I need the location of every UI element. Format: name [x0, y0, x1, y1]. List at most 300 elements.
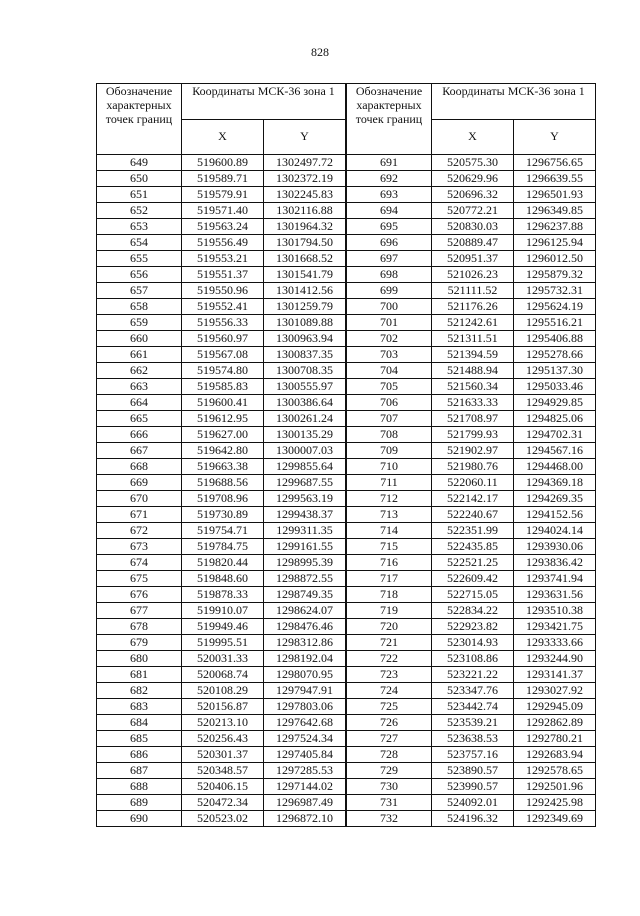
table-row [347, 299, 596, 315]
y-coordinate-cell: 1300837.35 [264, 347, 346, 363]
x-coordinate-cell: 523221.22 [432, 667, 514, 683]
table-row [97, 699, 346, 715]
table-row [347, 795, 596, 811]
point-id-cell: 703 [347, 347, 432, 363]
point-id-cell: 731 [347, 795, 432, 811]
y-coordinate-cell: 1292683.94 [514, 747, 596, 763]
point-id-cell: 717 [347, 571, 432, 587]
header-x: X [432, 119, 514, 155]
y-coordinate-cell: 1297947.91 [264, 683, 346, 699]
table-row [347, 171, 596, 187]
table-row [347, 315, 596, 331]
point-id-cell: 684 [97, 715, 182, 731]
table-row [347, 379, 596, 395]
table-row [97, 443, 346, 459]
point-id-cell: 652 [97, 203, 182, 219]
x-coordinate-cell: 522060.11 [432, 475, 514, 491]
table-row [347, 155, 596, 171]
x-coordinate-cell: 521902.97 [432, 443, 514, 459]
x-coordinate-cell: 519848.60 [182, 571, 264, 587]
y-coordinate-cell: 1295406.88 [514, 331, 596, 347]
x-coordinate-cell: 520213.10 [182, 715, 264, 731]
point-id-cell: 697 [347, 251, 432, 267]
y-coordinate-cell: 1296237.88 [514, 219, 596, 235]
table-row [347, 539, 596, 555]
point-id-cell: 691 [347, 155, 432, 171]
point-id-cell: 668 [97, 459, 182, 475]
y-coordinate-cell: 1294468.00 [514, 459, 596, 475]
point-id-cell: 715 [347, 539, 432, 555]
x-coordinate-cell: 522521.25 [432, 555, 514, 571]
point-id-cell: 696 [347, 235, 432, 251]
table-row [347, 555, 596, 571]
y-coordinate-cell: 1293510.38 [514, 603, 596, 619]
point-id-cell: 713 [347, 507, 432, 523]
x-coordinate-cell: 519730.89 [182, 507, 264, 523]
point-id-cell: 729 [347, 763, 432, 779]
point-id-cell: 708 [347, 427, 432, 443]
x-coordinate-cell: 522240.67 [432, 507, 514, 523]
x-coordinate-cell: 519567.08 [182, 347, 264, 363]
y-coordinate-cell: 1298476.46 [264, 619, 346, 635]
x-coordinate-cell: 524196.32 [432, 811, 514, 827]
table-row [97, 491, 346, 507]
y-coordinate-cell: 1300386.64 [264, 395, 346, 411]
table-row [97, 315, 346, 331]
table-row [97, 395, 346, 411]
table-row [347, 507, 596, 523]
point-id-cell: 693 [347, 187, 432, 203]
x-coordinate-cell: 519552.41 [182, 299, 264, 315]
point-id-cell: 692 [347, 171, 432, 187]
point-id-cell: 683 [97, 699, 182, 715]
table-row [97, 411, 346, 427]
y-coordinate-cell: 1301794.50 [264, 235, 346, 251]
table-row [97, 523, 346, 539]
x-coordinate-cell: 522923.82 [432, 619, 514, 635]
y-coordinate-cell: 1294929.85 [514, 395, 596, 411]
y-coordinate-cell: 1295516.21 [514, 315, 596, 331]
x-coordinate-cell: 519784.75 [182, 539, 264, 555]
y-coordinate-cell: 1297405.84 [264, 747, 346, 763]
x-coordinate-cell: 519600.41 [182, 395, 264, 411]
x-coordinate-cell: 520472.34 [182, 795, 264, 811]
x-coordinate-cell: 519910.07 [182, 603, 264, 619]
point-id-cell: 667 [97, 443, 182, 459]
y-coordinate-cell: 1296349.85 [514, 203, 596, 219]
y-coordinate-cell: 1300261.24 [264, 411, 346, 427]
point-id-cell: 695 [347, 219, 432, 235]
table-row [347, 411, 596, 427]
point-id-cell: 723 [347, 667, 432, 683]
point-id-cell: 699 [347, 283, 432, 299]
x-coordinate-cell: 520830.03 [432, 219, 514, 235]
table-row [97, 603, 346, 619]
point-id-cell: 682 [97, 683, 182, 699]
point-id-cell: 720 [347, 619, 432, 635]
y-coordinate-cell: 1300963.94 [264, 331, 346, 347]
table-row [347, 347, 596, 363]
table-row [97, 427, 346, 443]
x-coordinate-cell: 519995.51 [182, 635, 264, 651]
y-coordinate-cell: 1298624.07 [264, 603, 346, 619]
y-coordinate-cell: 1296501.93 [514, 187, 596, 203]
y-coordinate-cell: 1294702.31 [514, 427, 596, 443]
x-coordinate-cell: 519571.40 [182, 203, 264, 219]
y-coordinate-cell: 1299855.64 [264, 459, 346, 475]
y-coordinate-cell: 1294369.18 [514, 475, 596, 491]
y-coordinate-cell: 1293836.42 [514, 555, 596, 571]
table-row [97, 219, 346, 235]
y-coordinate-cell: 1299563.19 [264, 491, 346, 507]
y-coordinate-cell: 1297524.34 [264, 731, 346, 747]
y-coordinate-cell: 1298070.95 [264, 667, 346, 683]
y-coordinate-cell: 1301541.79 [264, 267, 346, 283]
y-coordinate-cell: 1297803.06 [264, 699, 346, 715]
point-id-cell: 674 [97, 555, 182, 571]
point-id-cell: 666 [97, 427, 182, 443]
table-row [97, 811, 346, 827]
point-id-cell: 673 [97, 539, 182, 555]
table-row [97, 779, 346, 795]
x-coordinate-cell: 521560.34 [432, 379, 514, 395]
point-id-cell: 661 [97, 347, 182, 363]
point-id-cell: 662 [97, 363, 182, 379]
y-coordinate-cell: 1293333.66 [514, 635, 596, 651]
x-coordinate-cell: 520156.87 [182, 699, 264, 715]
table-row [347, 715, 596, 731]
y-coordinate-cell: 1296987.49 [264, 795, 346, 811]
point-id-cell: 672 [97, 523, 182, 539]
x-coordinate-cell: 519550.96 [182, 283, 264, 299]
x-coordinate-cell: 523539.21 [432, 715, 514, 731]
point-id-cell: 678 [97, 619, 182, 635]
y-coordinate-cell: 1294825.06 [514, 411, 596, 427]
x-coordinate-cell: 523890.57 [432, 763, 514, 779]
x-coordinate-cell: 520256.43 [182, 731, 264, 747]
y-coordinate-cell: 1300007.03 [264, 443, 346, 459]
y-coordinate-cell: 1293741.94 [514, 571, 596, 587]
table-row [347, 251, 596, 267]
point-id-cell: 681 [97, 667, 182, 683]
y-coordinate-cell: 1293930.06 [514, 539, 596, 555]
point-id-cell: 705 [347, 379, 432, 395]
point-id-cell: 706 [347, 395, 432, 411]
point-id-cell: 722 [347, 651, 432, 667]
x-coordinate-cell: 523757.16 [432, 747, 514, 763]
point-id-cell: 728 [347, 747, 432, 763]
point-id-cell: 651 [97, 187, 182, 203]
point-id-cell: 686 [97, 747, 182, 763]
y-coordinate-cell: 1298192.04 [264, 651, 346, 667]
x-coordinate-cell: 519589.71 [182, 171, 264, 187]
y-coordinate-cell: 1295879.32 [514, 267, 596, 283]
table-row [347, 699, 596, 715]
x-coordinate-cell: 522142.17 [432, 491, 514, 507]
point-id-cell: 704 [347, 363, 432, 379]
table-row [347, 491, 596, 507]
table-row [97, 347, 346, 363]
table-row [347, 635, 596, 651]
table-row [97, 507, 346, 523]
point-id-cell: 719 [347, 603, 432, 619]
y-coordinate-cell: 1301089.88 [264, 315, 346, 331]
x-coordinate-cell: 519663.38 [182, 459, 264, 475]
y-coordinate-cell: 1292501.96 [514, 779, 596, 795]
x-coordinate-cell: 521176.26 [432, 299, 514, 315]
y-coordinate-cell: 1293631.56 [514, 587, 596, 603]
table-row [97, 587, 346, 603]
x-coordinate-cell: 521394.59 [432, 347, 514, 363]
point-id-cell: 676 [97, 587, 182, 603]
x-coordinate-cell: 519754.71 [182, 523, 264, 539]
table-row [97, 539, 346, 555]
table-row [347, 475, 596, 491]
table-row [347, 603, 596, 619]
point-id-cell: 716 [347, 555, 432, 571]
x-coordinate-cell: 521799.93 [432, 427, 514, 443]
point-id-cell: 671 [97, 507, 182, 523]
x-coordinate-cell: 523638.53 [432, 731, 514, 747]
point-id-cell: 721 [347, 635, 432, 651]
x-coordinate-cell: 520629.96 [432, 171, 514, 187]
y-coordinate-cell: 1293421.75 [514, 619, 596, 635]
table-row [97, 203, 346, 219]
y-coordinate-cell: 1297144.02 [264, 779, 346, 795]
y-coordinate-cell: 1292578.65 [514, 763, 596, 779]
point-id-cell: 679 [97, 635, 182, 651]
y-coordinate-cell: 1297642.68 [264, 715, 346, 731]
table-row [347, 747, 596, 763]
table-row [97, 155, 346, 171]
point-id-cell: 660 [97, 331, 182, 347]
point-id-cell: 727 [347, 731, 432, 747]
y-coordinate-cell: 1301964.32 [264, 219, 346, 235]
y-coordinate-cell: 1294269.35 [514, 491, 596, 507]
table-row [97, 171, 346, 187]
y-coordinate-cell: 1299438.37 [264, 507, 346, 523]
y-coordinate-cell: 1302245.83 [264, 187, 346, 203]
y-coordinate-cell: 1301412.56 [264, 283, 346, 299]
x-coordinate-cell: 519708.96 [182, 491, 264, 507]
x-coordinate-cell: 521111.52 [432, 283, 514, 299]
point-id-cell: 657 [97, 283, 182, 299]
y-coordinate-cell: 1298872.55 [264, 571, 346, 587]
table-row [347, 267, 596, 283]
x-coordinate-cell: 519600.89 [182, 155, 264, 171]
table-row [97, 459, 346, 475]
table-row [97, 283, 346, 299]
point-id-cell: 694 [347, 203, 432, 219]
y-coordinate-cell: 1292349.69 [514, 811, 596, 827]
point-id-cell: 689 [97, 795, 182, 811]
y-coordinate-cell: 1292862.89 [514, 715, 596, 731]
table-row [97, 731, 346, 747]
y-coordinate-cell: 1299161.55 [264, 539, 346, 555]
x-coordinate-cell: 520031.33 [182, 651, 264, 667]
x-coordinate-cell: 520696.32 [432, 187, 514, 203]
point-id-cell: 700 [347, 299, 432, 315]
y-coordinate-cell: 1295137.30 [514, 363, 596, 379]
point-id-cell: 710 [347, 459, 432, 475]
x-coordinate-cell: 523990.57 [432, 779, 514, 795]
point-id-cell: 712 [347, 491, 432, 507]
point-id-cell: 656 [97, 267, 182, 283]
x-coordinate-cell: 519579.91 [182, 187, 264, 203]
point-id-cell: 653 [97, 219, 182, 235]
x-coordinate-cell: 520068.74 [182, 667, 264, 683]
x-coordinate-cell: 519585.83 [182, 379, 264, 395]
point-id-cell: 658 [97, 299, 182, 315]
header-designation: Обозначение характерных точек границ [347, 84, 432, 155]
point-id-cell: 655 [97, 251, 182, 267]
y-coordinate-cell: 1292780.21 [514, 731, 596, 747]
x-coordinate-cell: 522435.85 [432, 539, 514, 555]
y-coordinate-cell: 1296639.55 [514, 171, 596, 187]
x-coordinate-cell: 520951.37 [432, 251, 514, 267]
x-coordinate-cell: 519949.46 [182, 619, 264, 635]
x-coordinate-cell: 520348.57 [182, 763, 264, 779]
point-id-cell: 669 [97, 475, 182, 491]
y-coordinate-cell: 1293027.92 [514, 683, 596, 699]
y-coordinate-cell: 1299687.55 [264, 475, 346, 491]
y-coordinate-cell: 1294567.16 [514, 443, 596, 459]
y-coordinate-cell: 1301259.79 [264, 299, 346, 315]
point-id-cell: 698 [347, 267, 432, 283]
x-coordinate-cell: 519878.33 [182, 587, 264, 603]
table-row [347, 619, 596, 635]
point-id-cell: 650 [97, 171, 182, 187]
table-row [347, 219, 596, 235]
point-id-cell: 663 [97, 379, 182, 395]
table-row [97, 267, 346, 283]
x-coordinate-cell: 522715.05 [432, 587, 514, 603]
y-coordinate-cell: 1295732.31 [514, 283, 596, 299]
x-coordinate-cell: 521708.97 [432, 411, 514, 427]
x-coordinate-cell: 520406.15 [182, 779, 264, 795]
y-coordinate-cell: 1302497.72 [264, 155, 346, 171]
x-coordinate-cell: 519612.95 [182, 411, 264, 427]
y-coordinate-cell: 1296872.10 [264, 811, 346, 827]
point-id-cell: 725 [347, 699, 432, 715]
point-id-cell: 654 [97, 235, 182, 251]
table-row [97, 235, 346, 251]
x-coordinate-cell: 521311.51 [432, 331, 514, 347]
table-row [347, 651, 596, 667]
table-row [97, 651, 346, 667]
x-coordinate-cell: 522609.42 [432, 571, 514, 587]
point-id-cell: 718 [347, 587, 432, 603]
header-y: Y [514, 119, 596, 155]
x-coordinate-cell: 520889.47 [432, 235, 514, 251]
point-id-cell: 702 [347, 331, 432, 347]
table-row [347, 427, 596, 443]
table-row [347, 731, 596, 747]
table-row [97, 187, 346, 203]
table-row [97, 571, 346, 587]
point-id-cell: 687 [97, 763, 182, 779]
table-row [347, 395, 596, 411]
point-id-cell: 685 [97, 731, 182, 747]
table-row [97, 683, 346, 699]
y-coordinate-cell: 1300135.29 [264, 427, 346, 443]
y-coordinate-cell: 1297285.53 [264, 763, 346, 779]
table-row [347, 443, 596, 459]
x-coordinate-cell: 520772.21 [432, 203, 514, 219]
point-id-cell: 730 [347, 779, 432, 795]
x-coordinate-cell: 519627.00 [182, 427, 264, 443]
x-coordinate-cell: 521026.23 [432, 267, 514, 283]
point-id-cell: 726 [347, 715, 432, 731]
table-row [97, 715, 346, 731]
table-row [97, 747, 346, 763]
point-id-cell: 659 [97, 315, 182, 331]
x-coordinate-cell: 524092.01 [432, 795, 514, 811]
table-row [347, 283, 596, 299]
table-row [347, 459, 596, 475]
y-coordinate-cell: 1295033.46 [514, 379, 596, 395]
table-row [97, 363, 346, 379]
header-coordinates: Координаты МСК-36 зона 1 [432, 84, 596, 120]
x-coordinate-cell: 523014.93 [432, 635, 514, 651]
table-row [347, 811, 596, 827]
header-coordinates: Координаты МСК-36 зона 1 [182, 84, 346, 120]
page-number: 828 [311, 45, 329, 59]
x-coordinate-cell: 520301.37 [182, 747, 264, 763]
header-y: Y [264, 119, 346, 155]
point-id-cell: 732 [347, 811, 432, 827]
table-row [347, 235, 596, 251]
x-coordinate-cell: 523108.86 [432, 651, 514, 667]
x-coordinate-cell: 519556.33 [182, 315, 264, 331]
table-row [97, 555, 346, 571]
point-id-cell: 680 [97, 651, 182, 667]
table-row [347, 763, 596, 779]
point-id-cell: 677 [97, 603, 182, 619]
x-coordinate-cell: 519551.37 [182, 267, 264, 283]
table-row [97, 667, 346, 683]
y-coordinate-cell: 1296756.65 [514, 155, 596, 171]
y-coordinate-cell: 1298749.35 [264, 587, 346, 603]
header-designation: Обозначение характерных точек границ [97, 84, 182, 155]
y-coordinate-cell: 1302372.19 [264, 171, 346, 187]
x-coordinate-cell: 519560.97 [182, 331, 264, 347]
table-row [347, 587, 596, 603]
point-id-cell: 664 [97, 395, 182, 411]
y-coordinate-cell: 1292425.98 [514, 795, 596, 811]
x-coordinate-cell: 519574.80 [182, 363, 264, 379]
point-id-cell: 714 [347, 523, 432, 539]
x-coordinate-cell: 520108.29 [182, 683, 264, 699]
y-coordinate-cell: 1298995.39 [264, 555, 346, 571]
point-id-cell: 688 [97, 779, 182, 795]
x-coordinate-cell: 519556.49 [182, 235, 264, 251]
x-coordinate-cell: 520575.30 [432, 155, 514, 171]
table-row [97, 635, 346, 651]
y-coordinate-cell: 1292945.09 [514, 699, 596, 715]
coordinates-table-right [346, 83, 596, 827]
table-row [347, 187, 596, 203]
y-coordinate-cell: 1295278.66 [514, 347, 596, 363]
x-coordinate-cell: 519563.24 [182, 219, 264, 235]
x-coordinate-cell: 522834.22 [432, 603, 514, 619]
table-row [347, 667, 596, 683]
coordinates-table-left [96, 83, 346, 827]
header-x: X [182, 119, 264, 155]
table-row [347, 331, 596, 347]
x-coordinate-cell: 519820.44 [182, 555, 264, 571]
x-coordinate-cell: 521488.94 [432, 363, 514, 379]
